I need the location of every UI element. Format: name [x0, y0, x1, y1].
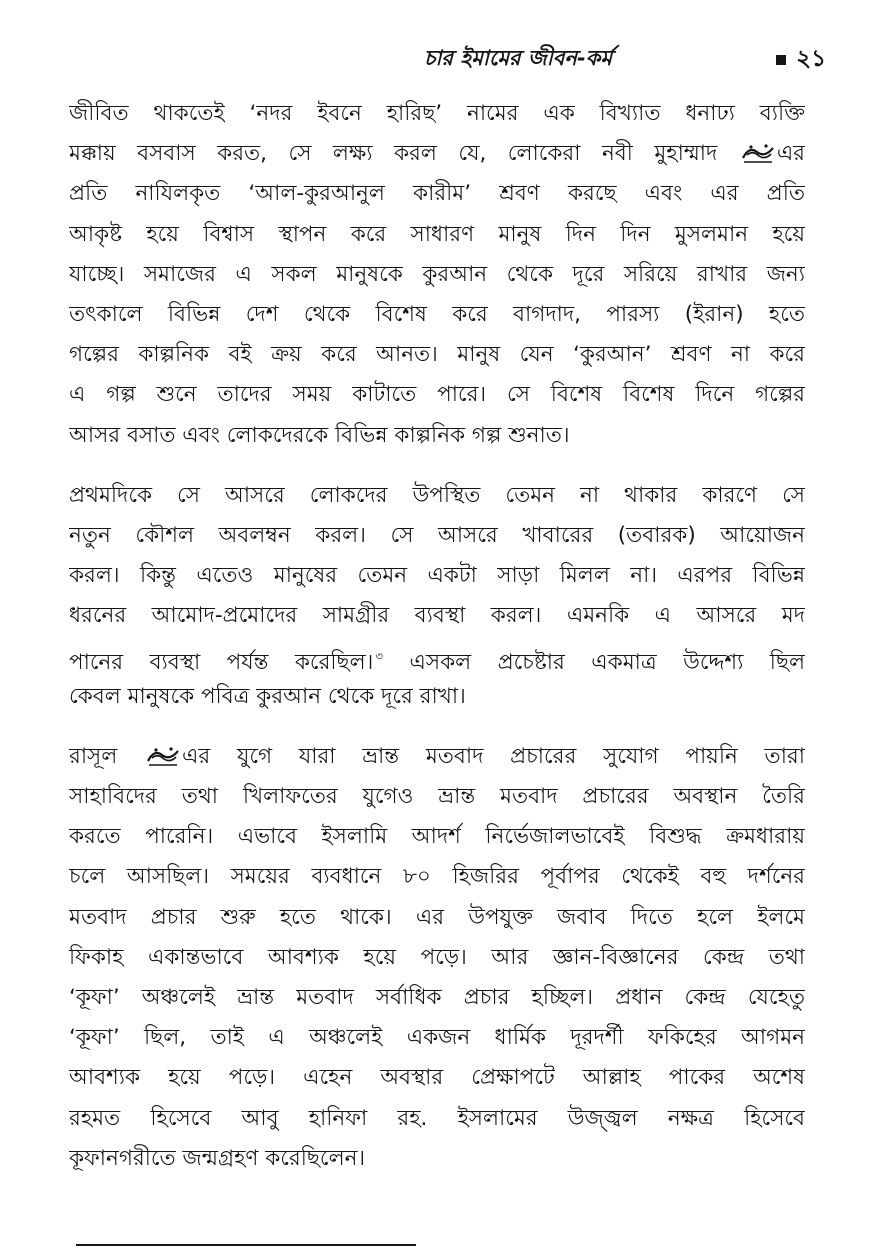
- text-line: ফিকাহ একান্তভাবে আবশ্যক হয়ে পড়ে। আর জ্ঞান-বিজ্ঞানের কেন্দ্র তথা: [69, 944, 805, 970]
- text-segment: এর: [776, 141, 805, 167]
- text-line: যাচ্ছে। সমাজের এ সকল মানুষকে কুরআন থেকে দূরে সরিয়ে রাখার জন্য: [69, 261, 805, 287]
- text-line: রহমত হিসেবে আবু হানিফা রহ. ইসলামের উজ্জ্বল নক্ষত্র হিসেবে: [69, 1105, 805, 1131]
- text-line: গল্পের কাল্পনিক বই ক্রয় করে আনত। মানুষ যেন ‘কুরআন’ শ্রবণ না করে: [69, 342, 805, 368]
- page-number-block: [776, 40, 826, 79]
- text-line: প্রতি নাযিলকৃত ‘আল-কুরআনুল কারীম’ শ্রবণ করছে এবং এর প্রতি: [69, 181, 805, 207]
- text-segment: এর যুগে যারা ভ্রান্ত মতবাদ প্রচারের সুযোগ পায়নি তারা: [182, 743, 805, 769]
- text-line: কূফানগরীতে জন্মগ্রহণ করেছিলেন।: [69, 1145, 366, 1171]
- text-line: আকৃষ্ট হয়ে বিশ্বাস স্থাপন করে সাধারণ মানুষ দিন দিন মুসলমান হয়ে: [69, 221, 805, 247]
- text-segment: পানের ব্যবস্থা পর্যন্ত করেছিল।: [69, 650, 374, 676]
- text-line: মতবাদ প্রচার শুরু হতে থাকে। এর উপযুক্ত জবাব দিতে হলে ইলমে: [69, 904, 805, 930]
- text-line: প্রথমদিকে সে আসরে লোকদের উপস্থিত তেমন না থাকার কারণে সে: [69, 482, 805, 508]
- text-line: ‘কূফা’ ছিল, তাই এ অঞ্চলেই একজন ধার্মিক দূরদর্শী ফকিহের আগমন: [69, 1025, 805, 1051]
- paragraph-1: [69, 94, 805, 456]
- text-line: সাহাবিদের তথা খিলাফতের যুগেও ভ্রান্ত মতবাদ প্রচারের অবস্থান তৈরি: [69, 784, 805, 809]
- text-line: তৎকালে বিভিন্ন দেশ থেকে বিশেষ করে বাগদাদ, পারস্য (ইরান) হতে: [69, 301, 805, 327]
- paragraph-2: [69, 476, 805, 717]
- square-bullet-icon: [776, 55, 786, 65]
- text-segment: এসকল প্রচেষ্টার একমাত্র উদ্দেশ্য ছিল: [409, 650, 805, 676]
- salawat-calligraphy-icon: [741, 142, 775, 164]
- text-line: আসর বসাত এবং লোকদেরকে বিভিন্ন কাল্পনিক গল্প শুনাত।: [69, 422, 570, 448]
- text-line: কেবল মানুষকে পবিত্র কুরআন থেকে দূরে রাখা।: [69, 683, 466, 709]
- text-segment: রাসূল: [69, 743, 118, 769]
- text-line: ‘কূফা’ অঞ্চলেই ভ্রান্ত মতবাদ সর্বাধিক প্রচার হচ্ছিল। প্রধান কেন্দ্র যেহেতু: [69, 984, 805, 1010]
- text-line: [69, 134, 805, 174]
- text-line: এ গল্প শুনে তাদের সময় কাটাতে পারে। সে বিশেষ বিশেষ দিনে গল্পের: [69, 382, 805, 408]
- text-line: করল। কিন্তু এতেও মানুষের তেমন একটা সাড়া মিলল না। এরপর বিভিন্ন: [69, 563, 805, 589]
- footnote-separator: [76, 1244, 416, 1246]
- page-number: ২১: [796, 46, 826, 72]
- text-line: আবশ্যক হয়ে পড়ে। এহেন অবস্থার প্রেক্ষাপটে আল্লাহ পাকের অশেষ: [69, 1065, 805, 1091]
- body-text: [69, 94, 805, 1199]
- paragraph-3: [69, 737, 805, 1179]
- text-line: নতুন কৌশল অবলম্বন করল। সে আসরে খাবারের (তবারক) আয়োজন: [69, 522, 805, 548]
- text-line: করতে পারেনি। এভাবে ইসলামি আদর্শ নির্ভেজালভাবেই বিশুদ্ধ ক্রমধারায়: [69, 824, 805, 850]
- salawat-calligraphy-icon: [146, 745, 180, 767]
- text-line: ধরনের আমোদ-প্রমোদের সামগ্রীর ব্যবস্থা করল। এমনকি এ আসরে মদ: [69, 603, 805, 629]
- text-line: চলে আসছিল। সময়ের ব্যবধানে ৮০ হিজরির পূর্বাপর থেকেই বহু দর্শনের: [69, 864, 805, 890]
- footnote-marker: ৩: [375, 649, 384, 664]
- text-line: [69, 636, 805, 676]
- running-title: চার ইমামের জীবন-কর্ম: [424, 46, 613, 70]
- text-line: [69, 737, 805, 777]
- text-segment: মক্কায় বসবাস করত, সে লক্ষ্য করল যে, লোকেরা নবী মুহাম্মাদ: [69, 141, 718, 167]
- running-header: [424, 40, 826, 79]
- text-line: জীবিত থাকতেই ‘নদর ইবনে হারিছ’ নামের এক বিখ্যাত ধনাঢ্য ব্যক্তি: [69, 101, 805, 126]
